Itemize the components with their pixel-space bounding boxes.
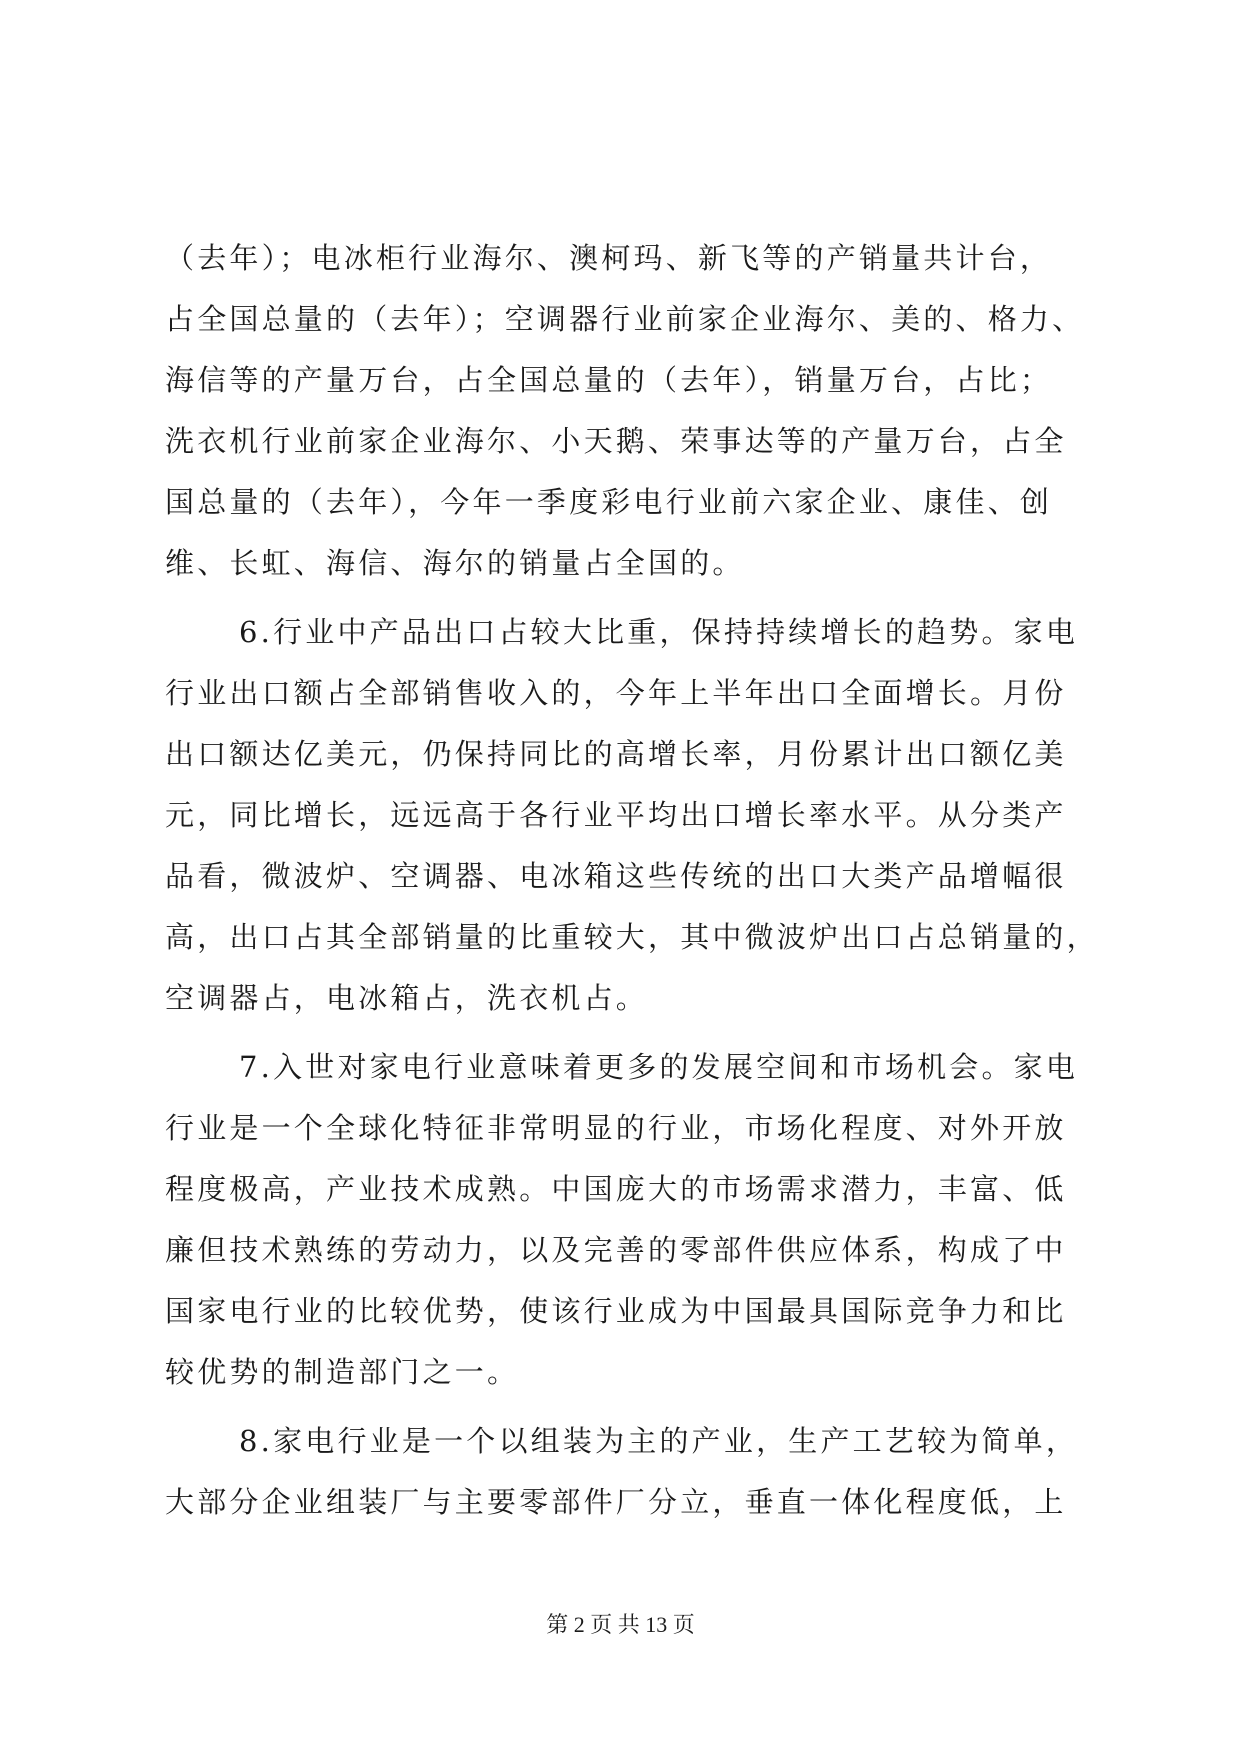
text-line: 7.入世对家电行业意味着更多的发展空间和市场机会。家电 [239,1050,1079,1084]
text-line: 维、长虹、海信、海尔的销量占全国的。 [165,546,745,580]
document-body [165,228,1099,1533]
text-line: 大部分企业组装厂与主要零部件厂分立，垂直一体化程度低，上 [165,1485,1067,1519]
text-line: 出口额达亿美元，仍保持同比的高增长率，月份累计出口额亿美 [165,737,1067,771]
text-line: 行业出口额占全部销售收入的，今年上半年出口全面增长。月份 [165,676,1067,710]
text-line: （去年）；电冰柜行业海尔、澳柯玛、新飞等的产销量共计台， [165,241,1053,275]
text-line: 空调器占，电冰箱占，洗衣机占。 [165,981,649,1015]
text-line: 较优势的制造部门之一。 [165,1355,520,1389]
text-line: 元，同比增长，远远高于各行业平均出口增长率水平。从分类产 [165,798,1067,832]
paragraph-7 [165,1037,1079,1403]
paragraph-8 [165,1411,1079,1533]
text-line: 高，出口占其全部销量的比重较大，其中微波炉出口占总销量的， [165,920,1099,954]
text-line: 洗衣机行业前家企业海尔、小天鹅、荣事达等的产量万台，占全 [165,424,1067,458]
text-line: 品看，微波炉、空调器、电冰箱这些传统的出口大类产品增幅很 [165,859,1067,893]
text-line: 廉但技术熟练的劳动力，以及完善的零部件供应体系，构成了中 [165,1233,1067,1267]
page-number-footer: 第 2 页 共 13 页 [546,1612,695,1637]
text-line: 程度极高，产业技术成熟。中国庞大的市场需求潜力，丰富、低 [165,1172,1067,1206]
text-line: 国总量的（去年），今年一季度彩电行业前六家企业、康佳、创 [165,485,1053,519]
text-line: 占全国总量的（去年）；空调器行业前家企业海尔、美的、格力、 [165,302,1085,336]
text-line: 行业是一个全球化特征非常明显的行业，市场化程度、对外开放 [165,1111,1067,1145]
text-line: 国家电行业的比较优势，使该行业成为中国最具国际竞争力和比 [165,1294,1067,1328]
paragraph-continued [165,228,1085,594]
text-line: 海信等的产量万台，占全国总量的（去年），销量万台，占比； [165,363,1053,397]
text-line: 6.行业中产品出口占较大比重，保持持续增长的趋势。家电 [239,615,1079,649]
text-line: 8.家电行业是一个以组装为主的产业，生产工艺较为简单， [239,1424,1079,1458]
paragraph-6 [165,602,1099,1029]
